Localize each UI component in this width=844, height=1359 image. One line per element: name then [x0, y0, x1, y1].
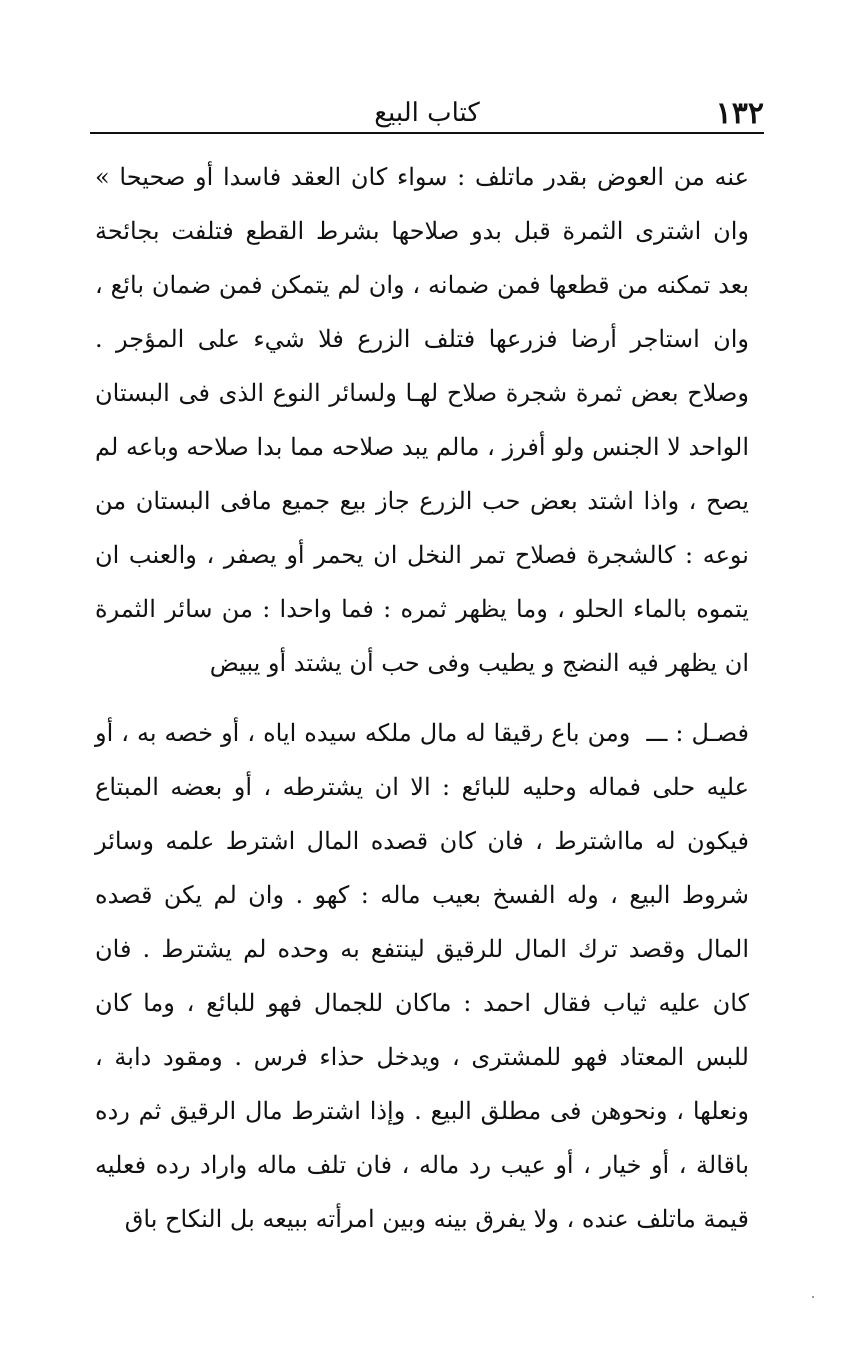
body-text	[95, 150, 749, 1246]
margin-mark	[812, 1296, 814, 1298]
page-header	[90, 92, 764, 132]
paragraph-1: عنه من العوض بقدر ماتلف : سواء كان العقد فاسدا أو صحيحا » وان اشترى الثمرة قبل بدو صلاحها بشرط القطع فتلفت بجائحة بعد تمكنه من قطعها فمن ضمانه ، وان لم يتمكن فمن ضمان بائع ، وان استاجر أرضا فزرعها فتلف الزرع فلا شيء على المؤجر . وصلاح بعض ثمرة شجرة صلاح لهـا ولسائر النوع الذى فى البستان الواحد لا الجنس ولو أفرز ، مالم يبد صلاحه مما بدا صلاحه وباعه لم يصح ، واذا اشتد بعض حب الزرع جاز بيع جميع مافى البستان من نوعه : كالشجرة فصلاح تمر النخل ان يحمر أو يصفر ، والعنب ان يتموه بالماء الحلو ، وما يظهر ثمره : فما واحدا : من سائر الثمرة ان يظهر فيه النضج و يطيب وفى حب أن يشتد أو يبيض	[95, 163, 749, 677]
paragraph-2	[95, 706, 749, 1246]
running-title: كتاب البيع	[374, 98, 480, 128]
page-number: ١٣٢	[715, 96, 764, 131]
section-heading-fasl: فصـل : ـــ	[646, 719, 749, 747]
header-rule	[90, 132, 764, 134]
paragraph-2-text: ومن باع رقيقا له مال ملكه سيده اياه ، أو خصه به ، أو عليه حلى فماله وحليه للبائع : الا ان يشترطه ، أو بعضه المبتاع فيكون له مااشترط ، فان كان قصده المال اشترط علمه وسائر شروط البيع ، وله الفسخ بعيب ماله : كهو . وان لم يكن قصده المال وقصد ترك المال للرقيق لينتفع به وحده لم يشترط . فان كان عليه ثياب فقال احمد : ماكان للجمال فهو للبائع ، وما كان للبس المعتاد فهو للمشترى ، ويدخل حذاء فرس . ومقود دابة ، ونعلها ، ونحوهن فى مطلق البيع . وإذا اشترط مال الرقيق ثم رده باقالة ، أو خيار ، أو عيب رد ماله ، فان تلف ماله واراد رده فعليه قيمة ماتلف عنده ، ولا يفرق بينه وبين امرأته ببيعه بل النكاح باق	[95, 719, 750, 1233]
